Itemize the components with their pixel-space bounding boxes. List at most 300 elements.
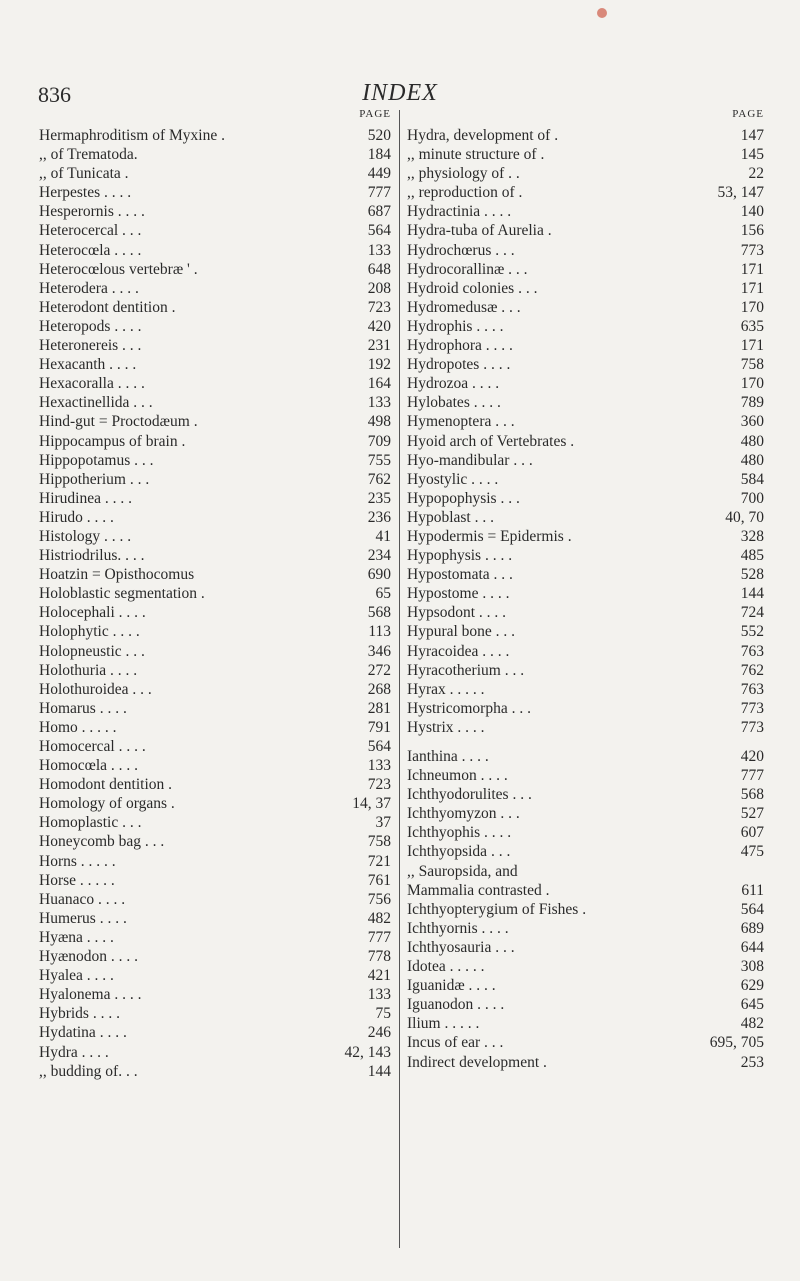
index-entry — [407, 221, 764, 240]
index-entry — [39, 393, 391, 412]
index-term: Humerus . . . . — [39, 909, 127, 927]
index-term: Ichthyopterygium of Fishes . — [407, 900, 587, 918]
index-term: Ilium . . . . . — [407, 1015, 480, 1033]
index-term: Homodont dentition . — [39, 776, 173, 794]
index-term: Hind-gut = Proctodæum . — [39, 413, 198, 431]
index-page-ref: 762 — [367, 470, 391, 488]
index-entry — [407, 603, 764, 622]
index-page-ref: 328 — [740, 527, 764, 545]
index-entry — [407, 584, 764, 603]
index-page-ref: 584 — [740, 470, 764, 488]
index-page-ref: 475 — [740, 843, 764, 861]
index-page-ref: 611 — [741, 881, 764, 899]
index-term: ,, minute structure of . — [407, 146, 545, 164]
index-entry — [407, 393, 764, 412]
index-term: Hermaphroditism of Myxine . — [39, 127, 225, 144]
index-entry — [407, 317, 764, 336]
index-entry — [407, 164, 764, 183]
index-term: Hydractinia . . . . — [407, 203, 512, 221]
index-entry — [39, 718, 391, 737]
index-entry — [407, 1014, 764, 1033]
index-page-ref: 789 — [740, 394, 764, 412]
index-entry — [407, 881, 764, 900]
index-page-ref: 164 — [367, 375, 391, 393]
index-term: Holophytic . . . . — [39, 623, 140, 641]
index-page-ref: 156 — [740, 222, 764, 240]
index-term: Mammalia contrasted . — [407, 881, 550, 899]
index-page-ref: 360 — [740, 413, 764, 431]
index-entry — [407, 412, 764, 431]
index-page-ref: 724 — [740, 604, 764, 622]
index-page-ref: 234 — [367, 547, 391, 565]
index-entry — [407, 680, 764, 699]
index-page-ref: 14, 37 — [352, 795, 391, 813]
index-entry — [39, 603, 391, 622]
index-entry — [407, 126, 764, 145]
index-page-ref: 133 — [367, 241, 391, 259]
index-page-ref: 208 — [367, 279, 391, 297]
index-list-right — [407, 126, 764, 1072]
index-page-ref: 235 — [367, 489, 391, 507]
index-page-ref: 564 — [367, 222, 391, 240]
index-entry — [407, 260, 764, 279]
index-entry — [39, 279, 391, 298]
index-page-ref: 568 — [740, 786, 764, 804]
index-page-ref: 53, 147 — [717, 184, 764, 202]
index-term: Hyæna . . . . — [39, 928, 114, 946]
index-page-ref: 778 — [367, 948, 391, 966]
index-term: Holopneustic . . . — [39, 642, 145, 660]
index-entry — [39, 813, 391, 832]
index-term: Hystrix . . . . — [407, 718, 485, 736]
index-entry — [407, 1053, 764, 1072]
index-entry — [39, 661, 391, 680]
index-term: Huanaco . . . . — [39, 890, 126, 908]
index-entry — [39, 470, 391, 489]
index-term: Homarus . . . . — [39, 699, 127, 717]
index-column-right — [407, 108, 764, 1072]
index-entry — [407, 919, 764, 938]
index-page-ref: 480 — [740, 451, 764, 469]
index-term: Homoplastic . . . — [39, 814, 142, 832]
index-term: Hydromedusæ . . . — [407, 298, 521, 316]
index-page-ref: 449 — [367, 165, 391, 183]
index-entry — [407, 546, 764, 565]
index-page-ref: 758 — [740, 356, 764, 374]
index-term: ,, reproduction of . — [407, 184, 523, 202]
index-page-ref: 147 — [740, 127, 764, 144]
index-entry — [407, 642, 764, 661]
ink-spot — [597, 8, 607, 18]
index-column-left — [39, 108, 391, 1081]
index-page-ref: 777 — [367, 184, 391, 202]
index-term: Heterocœlous vertebræ ' . — [39, 260, 198, 278]
index-term: Hydroid colonies . . . — [407, 279, 538, 297]
index-entry — [407, 527, 764, 546]
index-term: Heteropods . . . . — [39, 317, 142, 335]
page-title: INDEX — [362, 80, 438, 106]
index-term: Ichthyornis . . . . — [407, 919, 509, 937]
index-page-ref: 37 — [375, 814, 391, 832]
index-page-ref: 170 — [740, 298, 764, 316]
index-entry — [407, 451, 764, 470]
index-page-ref: 171 — [740, 337, 764, 355]
index-page-ref: 723 — [367, 298, 391, 316]
index-term: Ichneumon . . . . — [407, 767, 508, 785]
index-term: Hippotherium . . . — [39, 470, 150, 488]
index-entry — [39, 909, 391, 928]
index-term: Hypodermis = Epidermis . — [407, 527, 572, 545]
index-entry — [39, 1043, 391, 1062]
index-page-ref: 564 — [740, 900, 764, 918]
index-term: Ichthyomyzon . . . — [407, 805, 520, 823]
index-page-ref: 192 — [367, 356, 391, 374]
index-page-ref: 777 — [740, 767, 764, 785]
index-term: Hirudinea . . . . — [39, 489, 132, 507]
index-term: Hylobates . . . . — [407, 394, 501, 412]
index-term: ,, Sauropsida, and — [407, 862, 518, 880]
index-term: Holothuria . . . . — [39, 661, 138, 679]
index-page-ref: 689 — [740, 919, 764, 937]
index-term: Hexacanth . . . . — [39, 356, 137, 374]
index-entry — [39, 317, 391, 336]
index-term: Homocœla . . . . — [39, 757, 139, 775]
index-term: Ichthyophis . . . . — [407, 824, 512, 842]
index-page-ref: 755 — [367, 451, 391, 469]
index-entry — [407, 489, 764, 508]
index-page-ref: 607 — [740, 824, 764, 842]
index-page-ref: 528 — [740, 566, 764, 584]
index-entry — [39, 489, 391, 508]
index-page-ref: 761 — [367, 871, 391, 889]
index-entry — [407, 241, 764, 260]
index-entry — [407, 470, 764, 489]
index-page-ref: 635 — [740, 317, 764, 335]
index-entry — [407, 995, 764, 1014]
index-page-ref: 552 — [740, 623, 764, 641]
index-page-ref: 721 — [367, 852, 391, 870]
index-page-ref: 184 — [367, 146, 391, 164]
index-page-ref: 687 — [367, 203, 391, 221]
index-page-ref: 709 — [367, 432, 391, 450]
index-page-ref: 700 — [740, 489, 764, 507]
index-page-ref: 22 — [748, 165, 764, 183]
index-entry — [407, 766, 764, 785]
index-entry — [39, 832, 391, 851]
index-page-ref: 520 — [367, 127, 391, 144]
index-term: Holocephali . . . . — [39, 604, 146, 622]
index-term: Hymenoptera . . . — [407, 413, 515, 431]
index-entry — [39, 527, 391, 546]
index-entry — [407, 145, 764, 164]
index-term: Idotea . . . . . — [407, 958, 485, 976]
index-page-ref: 346 — [367, 642, 391, 660]
index-entry — [39, 1004, 391, 1023]
index-term: Homology of organs . — [39, 795, 175, 813]
index-term: Hesperornis . . . . — [39, 203, 145, 221]
index-page-ref: 762 — [740, 661, 764, 679]
index-entry — [407, 804, 764, 823]
index-page-ref: 480 — [740, 432, 764, 450]
index-entry — [407, 938, 764, 957]
index-page-ref: 695, 705 — [709, 1034, 764, 1052]
index-page-ref: 253 — [740, 1053, 764, 1071]
index-entry — [39, 241, 391, 260]
index-entry — [39, 355, 391, 374]
index-term: Iguanidæ . . . . — [407, 977, 496, 995]
index-entry — [407, 202, 764, 221]
index-entry — [407, 699, 764, 718]
index-page-ref: 133 — [367, 986, 391, 1004]
index-term: Indirect development . — [407, 1053, 547, 1071]
index-term: Holoblastic segmentation . — [39, 585, 205, 603]
index-entry — [39, 1062, 391, 1081]
index-term: Horns . . . . . — [39, 852, 116, 870]
index-page-ref: 133 — [367, 757, 391, 775]
index-page-ref: 308 — [740, 958, 764, 976]
index-entry — [39, 947, 391, 966]
index-term: Hippopotamus . . . — [39, 451, 154, 469]
index-page-ref: 140 — [740, 203, 764, 221]
index-page-ref: 777 — [367, 928, 391, 946]
index-entry — [39, 1023, 391, 1042]
index-term: Ichthyopsida . . . — [407, 843, 511, 861]
index-entry — [407, 183, 764, 202]
index-entry — [39, 699, 391, 718]
page-column-label: PAGE — [359, 108, 391, 120]
index-term: Incus of ear . . . — [407, 1034, 504, 1052]
index-term: Hypural bone . . . — [407, 623, 516, 641]
index-term: Honeycomb bag . . . — [39, 833, 165, 851]
index-entry — [39, 794, 391, 813]
index-page-ref: 763 — [740, 642, 764, 660]
index-entry — [39, 928, 391, 947]
index-term: Hexacoralla . . . . — [39, 375, 145, 393]
index-entry — [407, 355, 764, 374]
index-entry — [407, 432, 764, 451]
index-page-ref: 527 — [740, 805, 764, 823]
index-entry — [407, 1033, 764, 1052]
index-entry — [39, 737, 391, 756]
index-page-ref: 113 — [368, 623, 391, 641]
index-page-ref: 145 — [740, 146, 764, 164]
index-page-ref: 40, 70 — [725, 508, 764, 526]
index-term: Heterocercal . . . — [39, 222, 142, 240]
index-entry — [39, 336, 391, 355]
index-entry — [407, 976, 764, 995]
index-entry — [39, 145, 391, 164]
index-entry — [39, 584, 391, 603]
index-entry — [39, 852, 391, 871]
index-term: Hypophysis . . . . — [407, 547, 513, 565]
index-term: Hirudo . . . . — [39, 508, 114, 526]
index-term: Hyalonema . . . . — [39, 986, 142, 1004]
index-page-ref: 231 — [367, 337, 391, 355]
index-term: Hyoid arch of Vertebrates . — [407, 432, 575, 450]
index-term: Hyo-mandibular . . . — [407, 451, 533, 469]
index-page-ref: 65 — [375, 585, 391, 603]
page-number: 836 — [38, 82, 71, 107]
index-term: Heterocœla . . . . — [39, 241, 142, 259]
index-page-ref: 171 — [740, 279, 764, 297]
index-entry — [407, 823, 764, 842]
index-page-ref: 144 — [367, 1062, 391, 1080]
index-term: Hystricomorpha . . . — [407, 699, 531, 717]
index-page-ref: 758 — [367, 833, 391, 851]
index-entry — [39, 202, 391, 221]
index-entry — [39, 126, 391, 145]
index-entry — [39, 183, 391, 202]
index-entry — [39, 260, 391, 279]
index-page-ref: 268 — [367, 680, 391, 698]
index-term: ,, of Trematoda. — [39, 146, 138, 164]
index-term: Heterodera . . . . — [39, 279, 139, 297]
index-page-ref: 482 — [367, 909, 391, 927]
page-header — [0, 0, 800, 107]
index-page-ref: 756 — [367, 890, 391, 908]
index-page-ref: 246 — [367, 1024, 391, 1042]
index-entry — [39, 775, 391, 794]
index-entry — [407, 900, 764, 919]
index-term: Histriodrilus. . . . — [39, 547, 145, 565]
index-entry — [39, 985, 391, 1004]
index-term: ,, physiology of . . — [407, 165, 520, 183]
index-page-ref: 791 — [367, 718, 391, 736]
index-entry — [39, 412, 391, 431]
index-page-ref: 482 — [740, 1015, 764, 1033]
index-term: Hyalea . . . . — [39, 967, 114, 985]
index-term: Hydrophis . . . . — [407, 317, 504, 335]
index-term: Hydra, development of . — [407, 127, 559, 144]
index-entry — [407, 298, 764, 317]
index-entry — [39, 680, 391, 699]
index-term: Hyracotherium . . . — [407, 661, 525, 679]
index-page-ref: 171 — [740, 260, 764, 278]
index-term: ,, budding of. . . — [39, 1062, 138, 1080]
index-term: Hypostome . . . . — [407, 585, 510, 603]
index-term: Homocercal . . . . — [39, 738, 146, 755]
column-divider — [399, 110, 400, 1248]
index-term: Hyracoidea . . . . — [407, 642, 510, 660]
index-page-ref: 645 — [740, 996, 764, 1014]
index-entry — [407, 336, 764, 355]
index-term: Ichthyodorulites . . . — [407, 786, 532, 804]
index-page-ref: 773 — [740, 718, 764, 736]
index-term: Hippocampus of brain . — [39, 432, 186, 450]
index-term: Ianthina . . . . — [407, 748, 489, 765]
index-entry — [407, 279, 764, 298]
index-term: Herpestes . . . . — [39, 184, 132, 202]
index-entry — [39, 546, 391, 565]
index-page-ref: 564 — [367, 738, 391, 755]
index-page-ref: 272 — [367, 661, 391, 679]
index-term: Hypopophysis . . . — [407, 489, 520, 507]
index-page-ref: 75 — [375, 1005, 391, 1023]
index-page-ref: 421 — [367, 967, 391, 985]
index-page-ref: 133 — [367, 394, 391, 412]
index-term: Horse . . . . . — [39, 871, 115, 889]
index-entry — [39, 221, 391, 240]
index-page-ref: 644 — [740, 938, 764, 956]
index-term: Hyrax . . . . . — [407, 680, 485, 698]
index-page-ref: 236 — [367, 508, 391, 526]
index-page-ref: 144 — [740, 585, 764, 603]
index-entry — [39, 164, 391, 183]
index-page-ref: 281 — [367, 699, 391, 717]
index-term: Hydropotes . . . . — [407, 356, 511, 374]
index-term: Holothuroidea . . . — [39, 680, 152, 698]
index-entry — [39, 966, 391, 985]
index-page-ref: 42, 143 — [344, 1043, 391, 1061]
index-page-ref: 763 — [740, 680, 764, 698]
index-term: Hydrophora . . . . — [407, 337, 513, 355]
index-term: Hypostomata . . . — [407, 566, 513, 584]
index-term: Hydra-tuba of Aurelia . — [407, 222, 552, 240]
index-page-ref: 170 — [740, 375, 764, 393]
index-term: Hypsodont . . . . — [407, 604, 507, 622]
index-term: Homo . . . . . — [39, 718, 117, 736]
index-entry — [39, 622, 391, 641]
index-entry — [407, 957, 764, 976]
index-term: Hoatzin = Opisthocomus — [39, 566, 195, 584]
index-entry — [39, 642, 391, 661]
index-term: Hexactinellida . . . — [39, 394, 153, 412]
index-entry — [407, 842, 764, 861]
index-page-ref: 690 — [367, 566, 391, 584]
index-page-ref: 723 — [367, 776, 391, 794]
index-page-ref: 773 — [740, 699, 764, 717]
index-term: Hybrids . . . . — [39, 1005, 120, 1023]
index-entry — [39, 565, 391, 584]
index-term: Hypoblast . . . — [407, 508, 494, 526]
index-entry — [407, 785, 764, 804]
index-entry — [39, 374, 391, 393]
index-term: Heterodont dentition . — [39, 298, 176, 316]
index-entry — [407, 508, 764, 527]
index-entry — [407, 374, 764, 393]
index-page-ref: 648 — [367, 260, 391, 278]
index-entry — [39, 756, 391, 775]
index-page-ref: 498 — [367, 413, 391, 431]
index-entry — [39, 871, 391, 890]
index-entry — [39, 432, 391, 451]
index-term: Ichthyosauria . . . — [407, 938, 515, 956]
index-page-ref: 420 — [367, 317, 391, 335]
index-term: ,, of Tunicata . — [39, 165, 129, 183]
index-page-ref: 41 — [375, 527, 391, 545]
index-page-ref: 420 — [740, 748, 764, 765]
index-term: Hydrocorallinæ . . . — [407, 260, 528, 278]
index-term: Hydrochœrus . . . — [407, 241, 515, 259]
index-entry — [407, 565, 764, 584]
index-entry — [407, 862, 764, 881]
index-entry — [39, 298, 391, 317]
index-entry — [407, 718, 764, 737]
index-entry — [407, 747, 764, 766]
index-entry — [407, 661, 764, 680]
index-page-ref: 629 — [740, 977, 764, 995]
index-term: Heteronereis . . . — [39, 337, 142, 355]
index-page-ref: 773 — [740, 241, 764, 259]
index-entry — [39, 890, 391, 909]
index-term: Hyostylic . . . . — [407, 470, 499, 488]
index-page-ref: 485 — [740, 547, 764, 565]
index-page-ref — [760, 862, 764, 881]
index-entry — [39, 508, 391, 527]
index-entry — [407, 622, 764, 641]
index-term: Hydatina . . . . — [39, 1024, 127, 1042]
index-term: Hydra . . . . — [39, 1043, 109, 1061]
